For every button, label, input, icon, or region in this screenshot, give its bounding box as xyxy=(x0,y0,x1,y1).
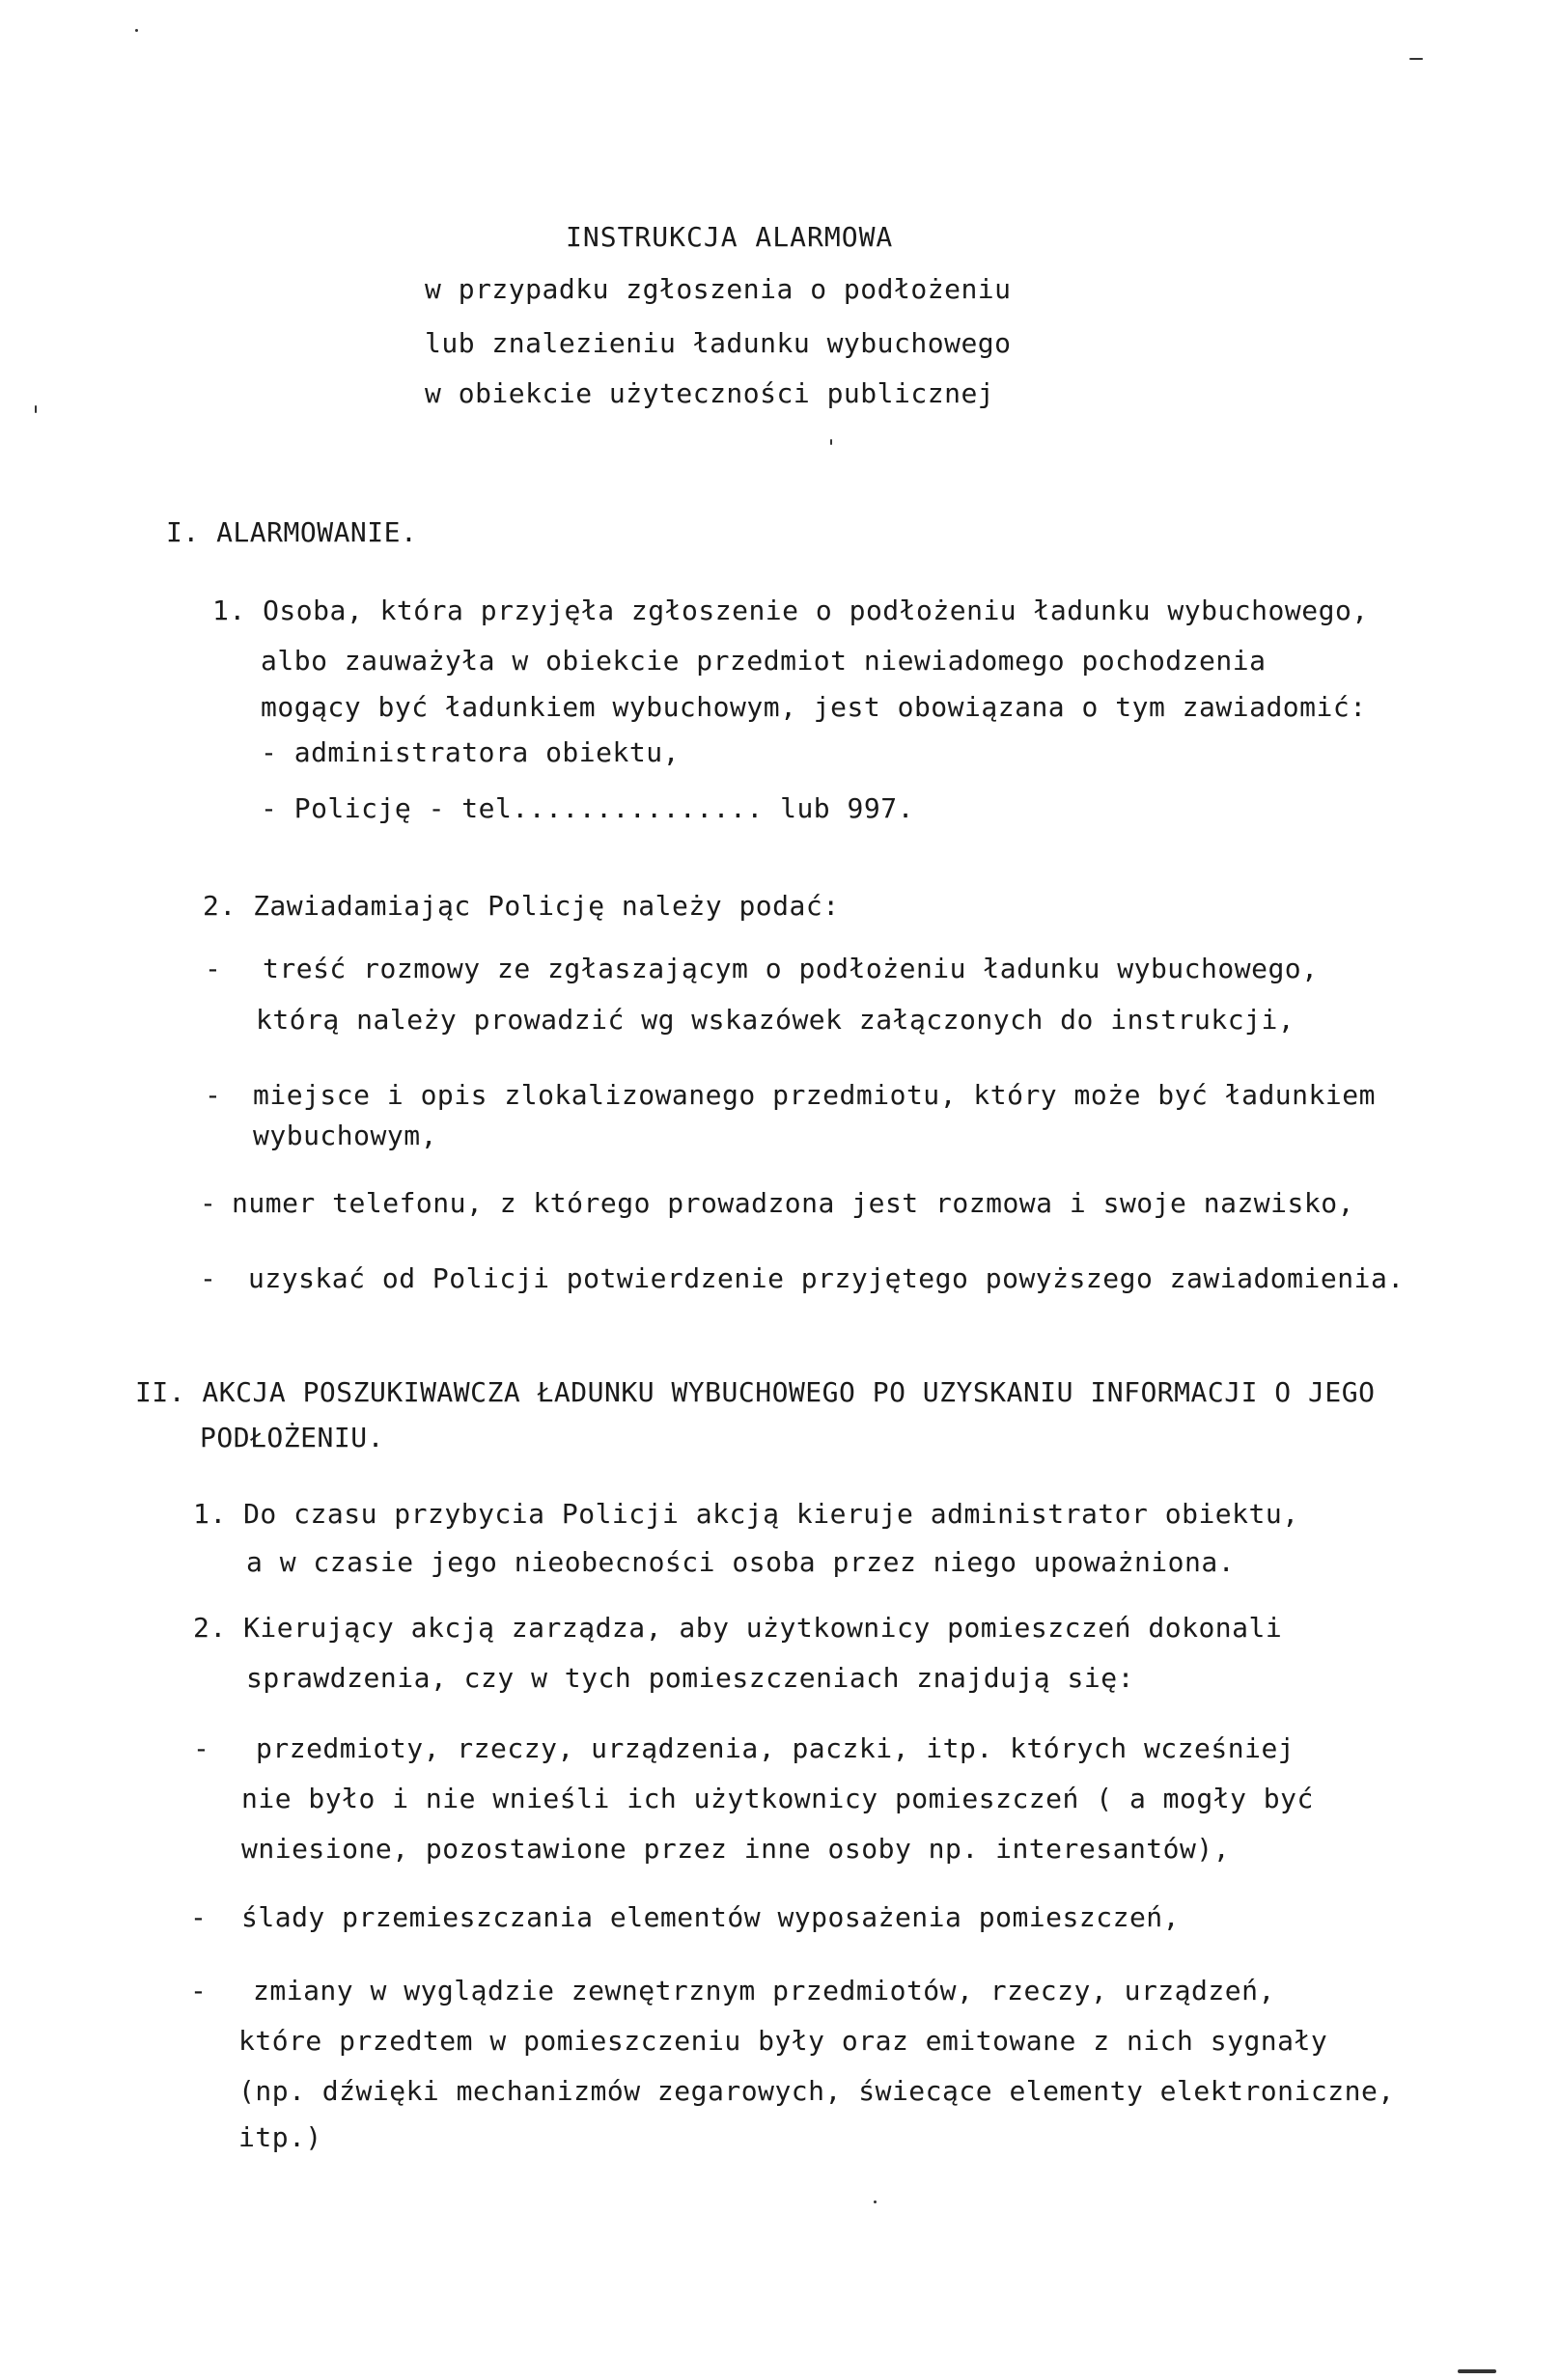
section-2-heading-line-1: II. AKCJA POSZUKIWAWCZA ŁADUNKU WYBUCHOWEGO PO UZYSKANIU INFORMACJI O JEGO xyxy=(135,1376,1376,1408)
s2-bullet-2-line-1: ślady przemieszczania elementów wyposażenia pomieszczeń, xyxy=(241,1901,1181,1933)
s1-item1-line-3: mogący być ładunkiem wybuchowym, jest obowiązana o tym zawiadomić: xyxy=(261,691,1367,723)
scan-speck xyxy=(135,29,138,32)
scan-speck xyxy=(874,2200,877,2203)
s1-bullet-2-line-2: wybuchowym, xyxy=(253,1120,437,1151)
subtitle-line-1: w przypadku zgłoszenia o podłożeniu xyxy=(425,273,1012,305)
s2-bullet-3-line-2: które przedtem w pomieszczeniu były oraz emitowane z nich sygnały xyxy=(238,2025,1328,2057)
s1-item1-line-2: albo zauważyła w obiekcie przedmiot niewiadomego pochodzenia xyxy=(261,645,1267,677)
s2-bullet-1-line-2: nie było i nie wnieśli ich użytkownicy pomieszczeń ( a mogły być xyxy=(241,1783,1314,1814)
s1-bullet-1-line-1: treść rozmowy ze zgłaszającym o podłożeniu ładunku wybuchowego, xyxy=(263,953,1319,984)
s1-bullet-1-dash: - xyxy=(205,953,222,984)
s1-bullet-4-dash: - xyxy=(200,1262,217,1294)
s2-bullet-1-line-1: przedmioty, rzeczy, urządzenia, paczki, itp. których wcześniej xyxy=(256,1732,1295,1764)
section-1-heading: I. ALARMOWANIE. xyxy=(166,516,418,548)
s1-bullet-2-dash: - xyxy=(205,1079,222,1111)
s1-item1-line-5: - Policję - tel............... lub 997. xyxy=(261,792,914,824)
s2-bullet-2-dash: - xyxy=(190,1901,208,1933)
s2-item1-line-2: a w czasie jego nieobecności osoba przez niego upoważniona. xyxy=(246,1546,1236,1578)
s2-item2-line-1: 2. Kierujący akcją zarządza, aby użytkownicy pomieszczeń dokonali xyxy=(193,1612,1283,1644)
subtitle-line-2: lub znalezieniu ładunku wybuchowego xyxy=(425,327,1012,359)
s1-item1-line-1: 1. Osoba, która przyjęła zgłoszenie o podłożeniu ładunku wybuchowego, xyxy=(212,595,1369,626)
s2-bullet-1-line-3: wniesione, pozostawione przez inne osoby np. interesantów), xyxy=(241,1833,1231,1865)
s1-item1-line-4: - administratora obiektu, xyxy=(261,736,680,768)
s1-bullet-3-dash: - xyxy=(200,1187,217,1219)
scan-speck xyxy=(1458,2369,1496,2373)
s2-bullet-3-line-1: zmiany w wyglądzie zewnętrznym przedmiotów, rzeczy, urządzeń, xyxy=(253,1975,1275,2006)
s2-bullet-3-line-3: (np. dźwięki mechanizmów zegarowych, świecące elementy elektroniczne, xyxy=(238,2075,1395,2107)
section-2-heading-line-2: PODŁOŻENIU. xyxy=(200,1422,384,1453)
s1-bullet-2-line-1: miejsce i opis zlokalizowanego przedmiotu, który może być ładunkiem xyxy=(253,1079,1376,1111)
scan-speck xyxy=(1409,58,1423,60)
s1-bullet-3-line-1: numer telefonu, z którego prowadzona jest rozmowa i swoje nazwisko, xyxy=(232,1187,1354,1219)
document-title: INSTRUKCJA ALARMOWA xyxy=(566,221,894,253)
s2-item1-line-1: 1. Do czasu przybycia Policji akcją kieruje administrator obiektu, xyxy=(193,1498,1299,1530)
scan-speck xyxy=(830,439,832,445)
s2-bullet-1-dash: - xyxy=(193,1732,210,1764)
s1-item2-intro: 2. Zawiadamiając Policję należy podać: xyxy=(203,890,840,922)
s2-bullet-3-line-4: itp.) xyxy=(238,2121,322,2153)
scan-speck xyxy=(35,405,37,413)
s2-bullet-3-dash: - xyxy=(190,1975,208,2006)
s2-item2-line-2: sprawdzenia, czy w tych pomieszczeniach znajdują się: xyxy=(246,1662,1134,1694)
s1-bullet-1-line-2: którą należy prowadzić wg wskazówek załączonych do instrukcji, xyxy=(256,1004,1295,1036)
s1-bullet-4-line-1: uzyskać od Policji potwierdzenie przyjętego powyższego zawiadomienia. xyxy=(248,1262,1405,1294)
subtitle-line-3: w obiekcie użyteczności publicznej xyxy=(425,377,995,409)
